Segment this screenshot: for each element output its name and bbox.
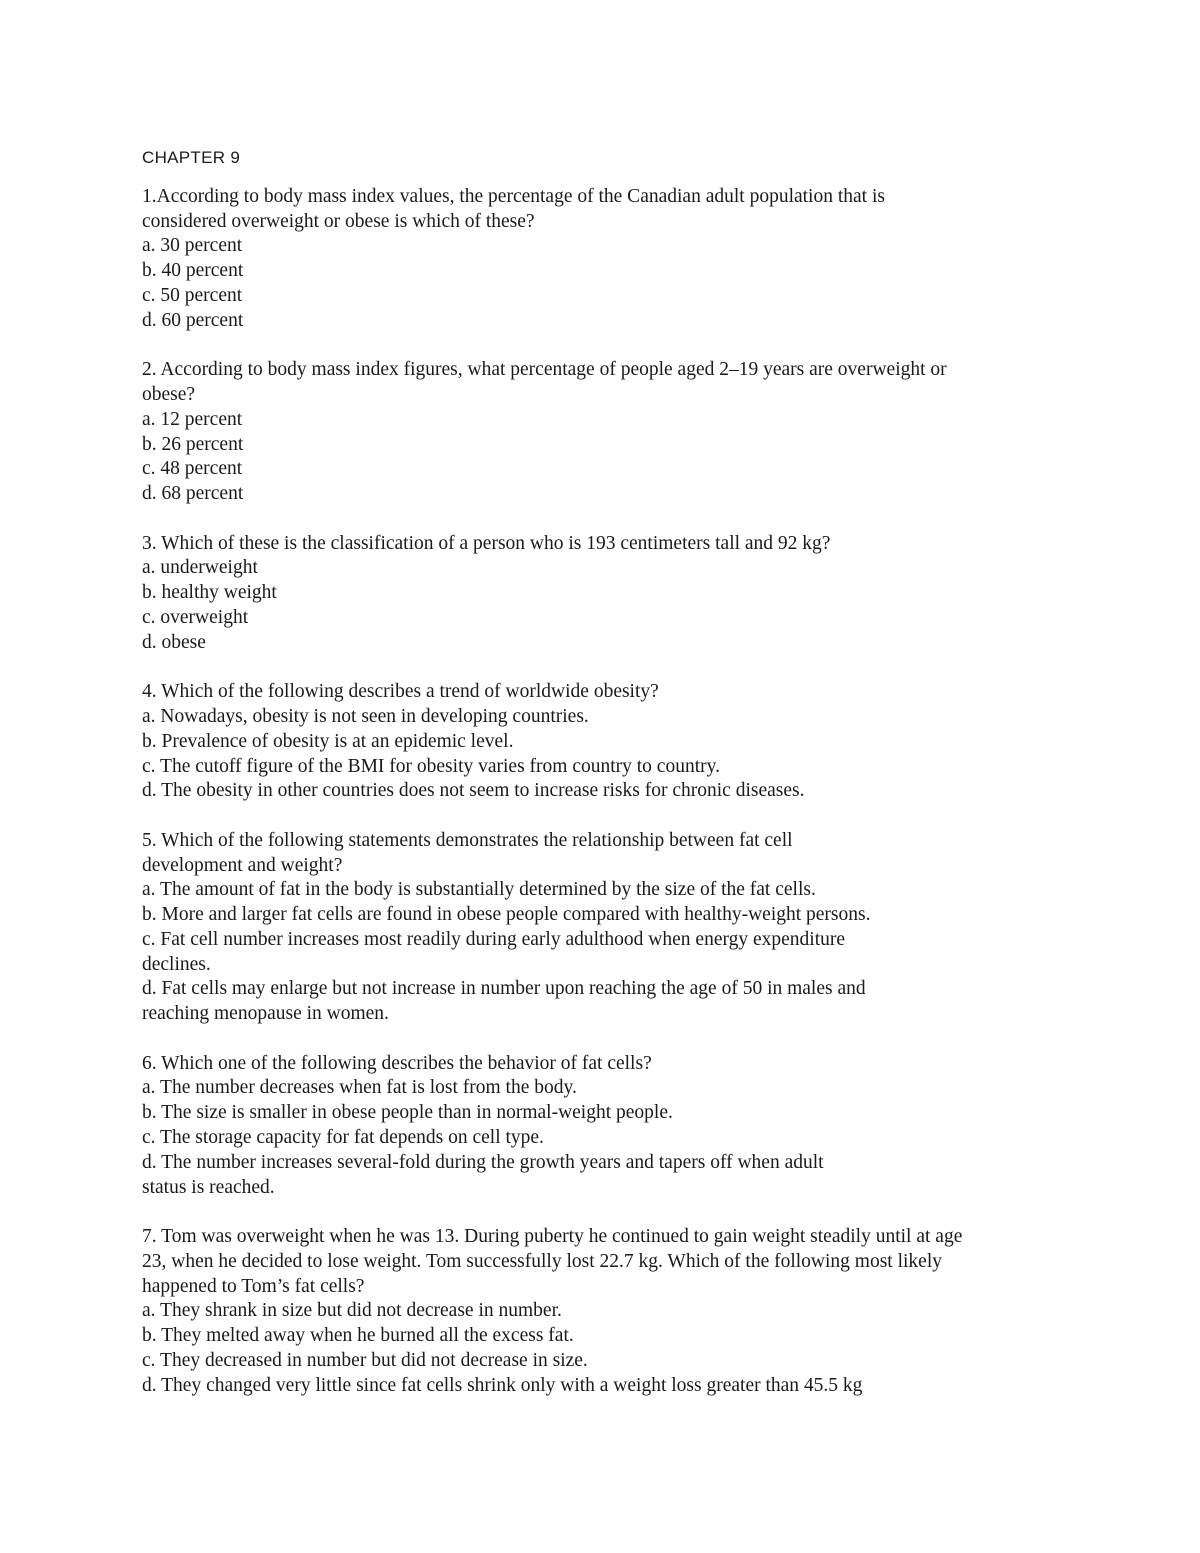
answer-option-line: b. They melted away when he burned all the excess fat. (142, 1325, 574, 1347)
answer-option-line: d. The number increases several-fold during the growth years and tapers off when adult (142, 1151, 824, 1173)
question-5 (142, 829, 1072, 1027)
answer-option-line: d. 68 percent (142, 483, 244, 505)
answer-option-line: c. They decreased in number but did not decrease in size. (142, 1350, 588, 1372)
answer-option-line: d. Fat cells may enlarge but not increase in number upon reaching the age of 50 in males and (142, 978, 866, 1000)
answer-option-line: b. More and larger fat cells are found in obese people compared with healthy-weight persons. (142, 904, 871, 926)
answer-option-line: d. They changed very little since fat cells shrink only with a weight loss greater than 45.5 kg (142, 1374, 863, 1396)
answer-option-line: d. 60 percent (142, 309, 244, 331)
answer-option-line: reaching menopause in women. (142, 1003, 389, 1025)
question-stem-line: 5. Which of the following statements demonstrates the relationship between fat cell (142, 829, 793, 851)
answer-option-line: c. Fat cell number increases most readily during early adulthood when energy expenditure (142, 928, 846, 950)
answer-option-line: c. The storage capacity for fat depends on cell type. (142, 1127, 544, 1149)
answer-option-line: b. 26 percent (142, 433, 244, 455)
answer-option-line: declines. (142, 953, 211, 975)
answer-option-line: a. underweight (142, 557, 258, 579)
question-stem-line: 4. Which of the following describes a trend of worldwide obesity? (142, 681, 659, 703)
question-stem-line: 3. Which of these is the classification of a person who is 193 centimeters tall and 92 kg? (142, 532, 831, 554)
question-stem-line: development and weight? (142, 854, 343, 876)
question-list (142, 185, 1072, 1399)
answer-option-line: c. 50 percent (142, 284, 243, 306)
answer-option-line: b. healthy weight (142, 582, 277, 604)
question-stem-line: considered overweight or obese is which of these? (142, 210, 535, 232)
question-7 (142, 1225, 1072, 1399)
question-stem-line: happened to Tom’s fat cells? (142, 1275, 365, 1297)
answer-option-line: c. 48 percent (142, 458, 243, 480)
answer-option-line: b. Prevalence of obesity is at an epidemic level. (142, 730, 514, 752)
chapter-title: CHAPTER 9 (142, 148, 241, 167)
question-stem-line: 7. Tom was overweight when he was 13. During puberty he continued to gain weight steadily until at age (142, 1226, 963, 1248)
answer-option-line: a. The number decreases when fat is lost from the body. (142, 1077, 577, 1099)
question-stem-line: 6. Which one of the following describes the behavior of fat cells? (142, 1052, 652, 1074)
document-page (142, 140, 1072, 1423)
answer-option-line: a. They shrank in size but did not decrease in number. (142, 1300, 562, 1322)
answer-option-line: c. The cutoff figure of the BMI for obesity varies from country to country. (142, 755, 720, 777)
answer-option-line: d. The obesity in other countries does not seem to increase risks for chronic diseases. (142, 780, 805, 802)
answer-option-line: status is reached. (142, 1176, 275, 1198)
question-4 (142, 680, 1072, 804)
answer-option-line: b. 40 percent (142, 260, 244, 282)
question-stem-line: 1.According to body mass index values, the percentage of the Canadian adult population that is (142, 185, 885, 207)
question-6 (142, 1052, 1072, 1201)
question-stem-line: 2. According to body mass index figures, what percentage of people aged 2–19 years are overweight or (142, 359, 947, 381)
question-1 (142, 185, 1072, 334)
answer-option-line: a. 30 percent (142, 235, 243, 257)
question-3 (142, 532, 1072, 656)
answer-option-line: a. The amount of fat in the body is substantially determined by the size of the fat cells. (142, 879, 816, 901)
answer-option-line: a. 12 percent (142, 408, 243, 430)
question-stem-line: obese? (142, 383, 196, 405)
answer-option-line: b. The size is smaller in obese people than in normal-weight people. (142, 1102, 673, 1124)
question-stem-line: 23, when he decided to lose weight. Tom successfully lost 22.7 kg. Which of the following most likely (142, 1250, 943, 1272)
answer-option-line: c. overweight (142, 606, 249, 628)
answer-option-line: d. obese (142, 631, 206, 653)
answer-option-line: a. Nowadays, obesity is not seen in developing countries. (142, 705, 589, 727)
question-2 (142, 358, 1072, 507)
